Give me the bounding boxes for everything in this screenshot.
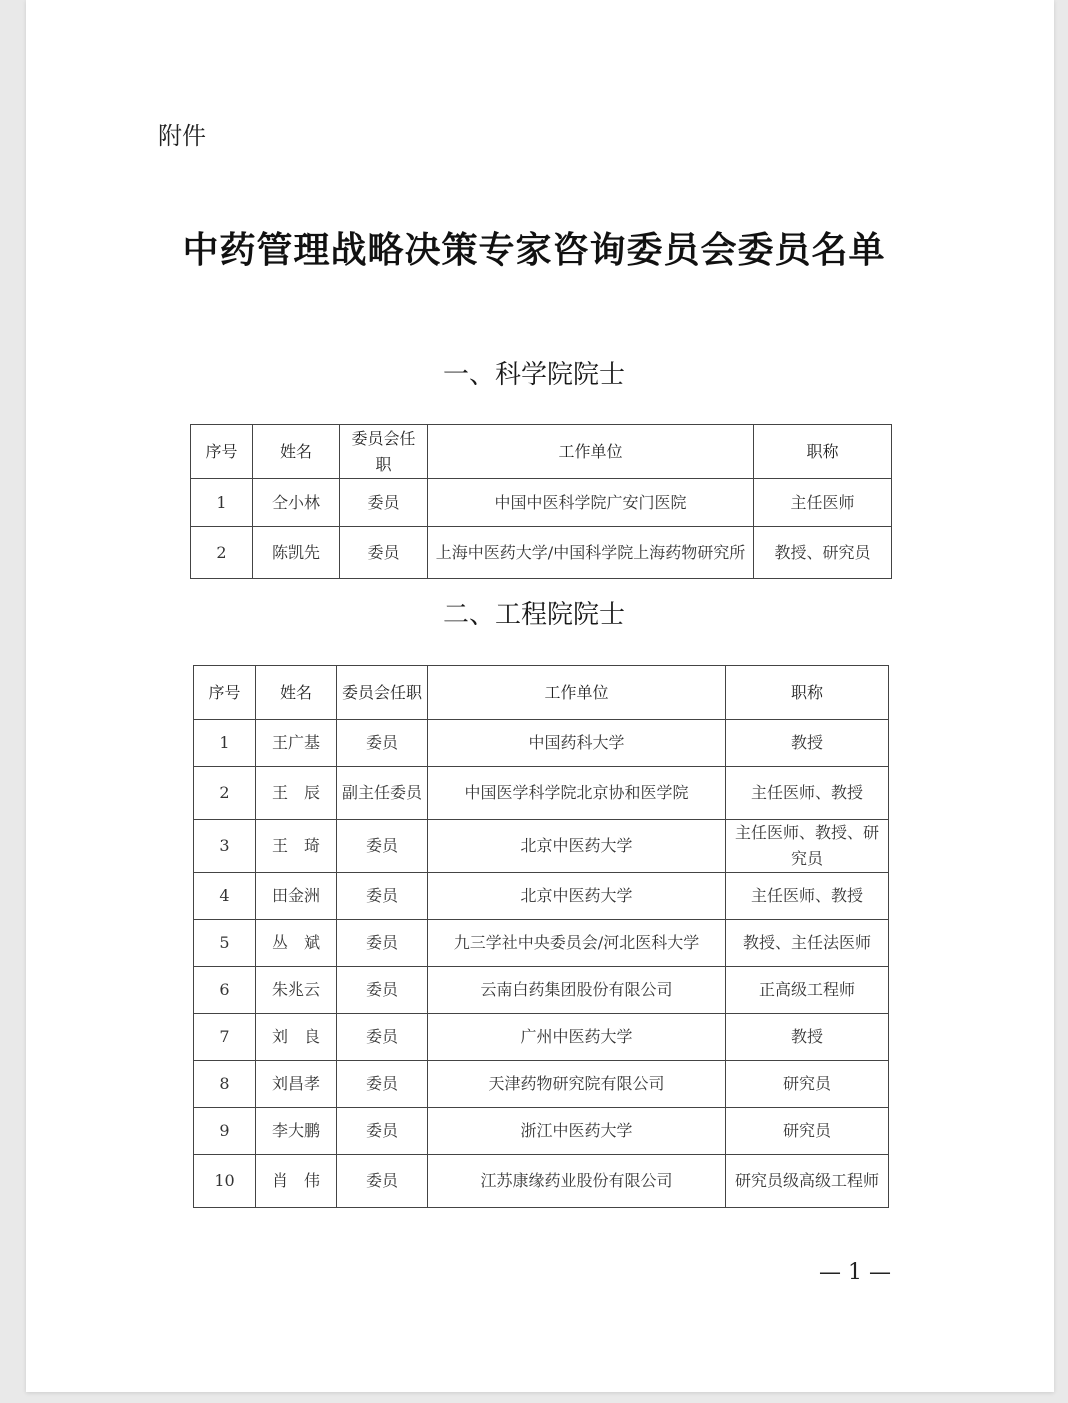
cell-index: 10 bbox=[194, 1155, 256, 1208]
cell-role: 委员 bbox=[337, 967, 428, 1014]
cell-index: 8 bbox=[194, 1061, 256, 1108]
cell-index: 1 bbox=[194, 720, 256, 767]
table-header-row bbox=[194, 666, 889, 720]
cell-title: 研究员 bbox=[726, 1061, 889, 1108]
cell-title: 主任医师 bbox=[754, 479, 892, 527]
cell-index: 9 bbox=[194, 1108, 256, 1155]
cell-role: 委员 bbox=[337, 820, 428, 873]
cell-role: 委员 bbox=[337, 1108, 428, 1155]
cell-unit: 中国医学科学院北京协和医学院 bbox=[428, 767, 726, 820]
cell-name: 朱兆云 bbox=[256, 967, 337, 1014]
cell-role: 委员 bbox=[337, 1014, 428, 1061]
column-header-title: 职称 bbox=[726, 666, 889, 720]
table-row bbox=[191, 527, 892, 579]
cell-name: 王广基 bbox=[256, 720, 337, 767]
cell-unit: 九三学社中央委员会/河北医科大学 bbox=[428, 920, 726, 967]
cell-index: 4 bbox=[194, 873, 256, 920]
cell-title: 主任医师、教授 bbox=[726, 767, 889, 820]
cell-role: 委员 bbox=[340, 527, 428, 579]
table-row bbox=[194, 720, 889, 767]
table-row bbox=[194, 920, 889, 967]
cell-index: 3 bbox=[194, 820, 256, 873]
cell-index: 5 bbox=[194, 920, 256, 967]
cell-title: 教授、研究员 bbox=[754, 527, 892, 579]
table-row bbox=[194, 1155, 889, 1208]
cell-name: 仝小林 bbox=[253, 479, 340, 527]
cell-index: 1 bbox=[191, 479, 253, 527]
cell-name: 王 辰 bbox=[256, 767, 337, 820]
cell-role: 委员 bbox=[337, 720, 428, 767]
table-row bbox=[194, 1108, 889, 1155]
cell-index: 7 bbox=[194, 1014, 256, 1061]
cell-unit: 中国中医科学院广安门医院 bbox=[428, 479, 754, 527]
cell-role: 委员 bbox=[337, 1061, 428, 1108]
cell-title: 教授 bbox=[726, 1014, 889, 1061]
roster-table-science bbox=[190, 424, 892, 579]
cell-role: 委员 bbox=[337, 920, 428, 967]
cell-title: 研究员 bbox=[726, 1108, 889, 1155]
cell-role: 副主任委员 bbox=[337, 767, 428, 820]
cell-unit: 天津药物研究院有限公司 bbox=[428, 1061, 726, 1108]
table-header-row bbox=[191, 425, 892, 479]
cell-unit: 中国药科大学 bbox=[428, 720, 726, 767]
cell-unit: 云南白药集团股份有限公司 bbox=[428, 967, 726, 1014]
column-header-index: 序号 bbox=[191, 425, 253, 479]
cell-unit: 北京中医药大学 bbox=[428, 820, 726, 873]
cell-index: 2 bbox=[191, 527, 253, 579]
column-header-index: 序号 bbox=[194, 666, 256, 720]
table-row bbox=[194, 767, 889, 820]
cell-role: 委员 bbox=[337, 873, 428, 920]
column-header-role: 委员会任职 bbox=[337, 666, 428, 720]
attachment-label: 附件 bbox=[158, 122, 206, 150]
cell-title: 教授、主任法医师 bbox=[726, 920, 889, 967]
table-row bbox=[194, 1061, 889, 1108]
table-row bbox=[194, 967, 889, 1014]
cell-name: 丛 斌 bbox=[256, 920, 337, 967]
cell-name: 陈凯先 bbox=[253, 527, 340, 579]
cell-unit: 上海中医药大学/中国科学院上海药物研究所 bbox=[428, 527, 754, 579]
cell-name: 肖 伟 bbox=[256, 1155, 337, 1208]
column-header-name: 姓名 bbox=[256, 666, 337, 720]
column-header-title: 职称 bbox=[754, 425, 892, 479]
cell-unit: 江苏康缘药业股份有限公司 bbox=[428, 1155, 726, 1208]
cell-title: 主任医师、教授、研究员 bbox=[726, 820, 889, 873]
cell-unit: 广州中医药大学 bbox=[428, 1014, 726, 1061]
cell-index: 2 bbox=[194, 767, 256, 820]
cell-name: 田金洲 bbox=[256, 873, 337, 920]
cell-unit: 北京中医药大学 bbox=[428, 873, 726, 920]
column-header-unit: 工作单位 bbox=[428, 425, 754, 479]
cell-title: 正高级工程师 bbox=[726, 967, 889, 1014]
cell-title: 主任医师、教授 bbox=[726, 873, 889, 920]
table-row bbox=[194, 873, 889, 920]
cell-name: 刘 良 bbox=[256, 1014, 337, 1061]
cell-name: 王 琦 bbox=[256, 820, 337, 873]
cell-role: 委员 bbox=[340, 479, 428, 527]
section-heading-academicians-science: 一、科学院院士 bbox=[442, 360, 625, 390]
cell-title: 教授 bbox=[726, 720, 889, 767]
cell-role: 委员 bbox=[337, 1155, 428, 1208]
column-header-role: 委员会任职 bbox=[340, 425, 428, 479]
cell-name: 刘昌孝 bbox=[256, 1061, 337, 1108]
cell-index: 6 bbox=[194, 967, 256, 1014]
table-row bbox=[194, 820, 889, 873]
cell-unit: 浙江中医药大学 bbox=[428, 1108, 726, 1155]
cell-name: 李大鹏 bbox=[256, 1108, 337, 1155]
page-number: — 1 — bbox=[819, 1260, 891, 1285]
column-header-name: 姓名 bbox=[253, 425, 340, 479]
document-title: 中药管理战略决策专家咨询委员会委员名单 bbox=[182, 229, 886, 271]
column-header-unit: 工作单位 bbox=[428, 666, 726, 720]
table-row bbox=[194, 1014, 889, 1061]
cell-title: 研究员级高级工程师 bbox=[726, 1155, 889, 1208]
section-heading-academicians-engineering: 二、工程院院士 bbox=[442, 600, 625, 630]
roster-table-engineering bbox=[193, 665, 889, 1208]
table-row bbox=[191, 479, 892, 527]
